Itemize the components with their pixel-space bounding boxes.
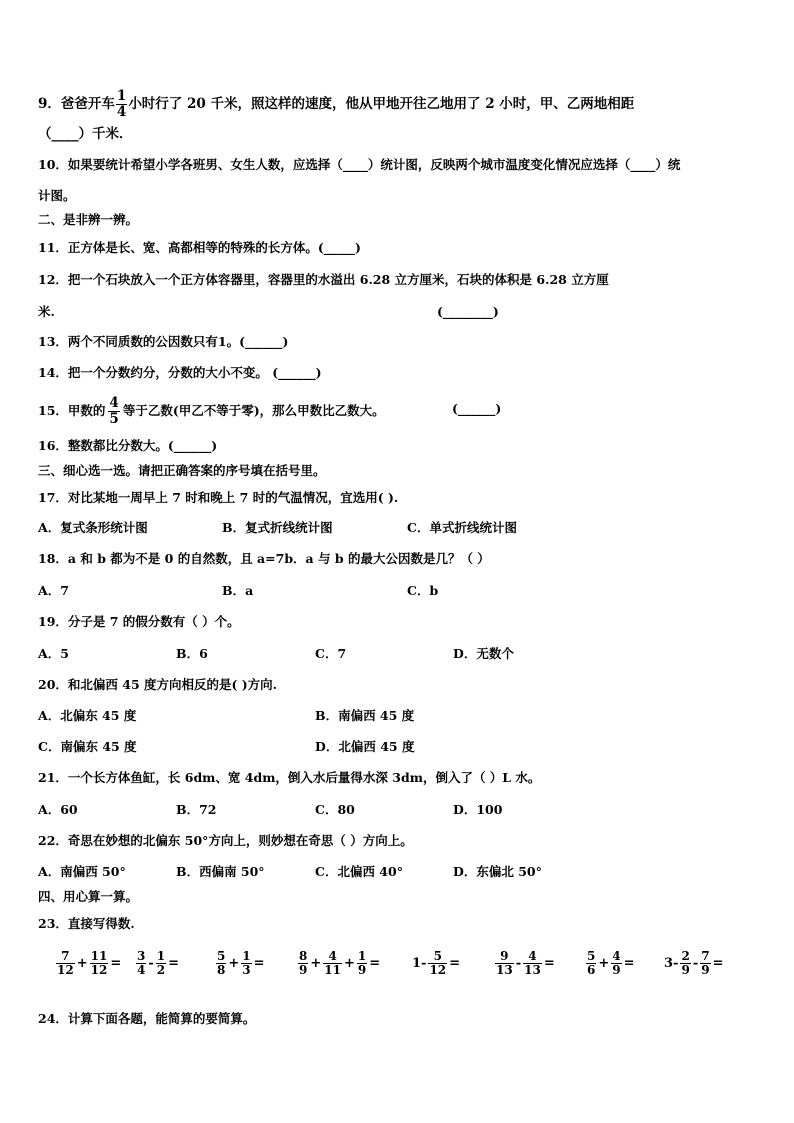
question-15-blank: (______) [452, 401, 502, 416]
q23-equals: = [369, 956, 381, 971]
q23-frac-den: 9 [681, 963, 690, 977]
q23-fraction [700, 950, 710, 977]
question-21-stem: 21．一个长方体鱼缸，长 6dm、宽 4dm，倒入水后量得水深 3dm，倒入了（ ）L 水。 [38, 770, 541, 785]
q22-option-c: C．北偏西 40° [315, 864, 403, 879]
q17-option-b: B．复式折线统计图 [222, 520, 333, 535]
q23-frac-num: 1 [242, 949, 251, 963]
q23-equals: = [712, 956, 724, 971]
q15-fraction [108, 396, 119, 427]
q23-operator: - [515, 956, 522, 971]
q23-fraction [156, 950, 166, 977]
q23-expression [55, 950, 122, 977]
q23-expression [297, 950, 381, 977]
question-12-blank: (________) [437, 304, 499, 319]
q22-option-d: D．东偏北 50° [453, 864, 542, 879]
q23-frac-den: 12 [90, 963, 108, 977]
question-20-stem: 20．和北偏西 45 度方向相反的是( )方向. [38, 677, 278, 692]
q9-fraction [116, 89, 127, 120]
q23-frac-den: 13 [524, 963, 541, 977]
q23-frac-num: 4 [328, 949, 337, 963]
q23-frac-num: 5 [587, 949, 596, 963]
q23-operator: + [343, 956, 355, 971]
q22-option-b: B．西偏南 50° [176, 864, 265, 879]
q23-expression [215, 950, 266, 977]
q9-frac-den: 4 [116, 104, 127, 120]
section-2-heading: 二、是非辨一辨。 [38, 212, 139, 227]
q23-equals: = [623, 956, 635, 971]
q17-option-c: C．单式折线统计图 [407, 520, 517, 535]
q23-frac-num: 11 [90, 949, 108, 963]
q23-fraction [216, 950, 226, 977]
q23-frac-den: 13 [496, 963, 513, 977]
q23-frac-num: 7 [61, 949, 70, 963]
question-9-line-2: （____）千米． [38, 126, 133, 142]
question-12-line-2: 米. [38, 304, 55, 319]
q19-option-c: C．7 [315, 646, 347, 661]
q21-option-c: C．80 [315, 802, 355, 817]
q23-operator: - [148, 956, 154, 971]
q23-fraction [495, 950, 514, 977]
q23-frac-num: 2 [681, 949, 690, 963]
question-17-stem: 17．对比某地一周早上 7 时和晚上 7 时的气温情况，宜选用( ). [38, 490, 399, 505]
q23-equals: = [449, 956, 461, 971]
q23-operator: + [228, 956, 240, 971]
q23-fraction [523, 950, 542, 977]
q23-fraction [298, 950, 308, 977]
q23-frac-num: 4 [528, 949, 537, 963]
q23-fraction [428, 950, 447, 977]
q19-option-d: D．无数个 [453, 646, 514, 661]
q20-option-d: D．北偏西 45 度 [315, 739, 415, 754]
question-24: 24．计算下面各题，能简算的要简算。 [38, 1011, 256, 1026]
q9-text-post: 小时行了 20 千米，照这样的速度，他从甲地开往乙地用了 2 小时，甲、乙两地相距 [128, 96, 635, 112]
q23-frac-den: 9 [701, 963, 710, 977]
question-14: 14．把一个分数约分，分数的大小不变。 (______) [38, 365, 322, 380]
q23-expression [663, 950, 724, 977]
q23-frac-den: 3 [242, 963, 251, 977]
q23-frac-num: 3 [137, 949, 146, 963]
q23-operator: - [692, 956, 699, 971]
q23-frac-den: 6 [587, 963, 596, 977]
q23-fraction [611, 950, 621, 977]
question-9-line-1 [38, 89, 634, 120]
q23-equals: = [110, 956, 122, 971]
q23-operator: 3- [664, 956, 679, 971]
question-23-stem: 23．直接写得数. [38, 916, 135, 931]
q23-frac-num: 1 [357, 949, 367, 963]
q23-fraction [357, 950, 367, 977]
q23-operator: 1- [412, 956, 427, 971]
q15-frac-num: 4 [109, 395, 119, 411]
q21-option-b: B．72 [176, 802, 217, 817]
q18-option-b: B．a [222, 583, 254, 598]
q19-option-b: B．6 [176, 646, 208, 661]
q23-expression [494, 950, 556, 977]
section-4-heading: 四、用心算一算。 [38, 889, 139, 904]
q23-fraction [90, 950, 109, 977]
q21-option-d: D．100 [453, 802, 503, 817]
q23-frac-den: 2 [156, 963, 166, 977]
question-19-stem: 19．分子是 7 的假分数有（ ）个。 [38, 614, 240, 629]
question-10-line-1: 10．如果要统计希望小学各班男、女生人数，应选择（____）统计图，反映两个城市温度变化情况应选择（____）统 [38, 157, 681, 172]
q22-option-a: A．南偏西 50° [38, 864, 126, 879]
q19-option-a: A．5 [38, 646, 69, 661]
q18-option-a: A．7 [38, 583, 69, 598]
q23-frac-num: 4 [612, 949, 621, 963]
q23-operator: + [598, 956, 610, 971]
q23-expression [135, 950, 180, 977]
q9-text-pre: 9．爸爸开车 [38, 96, 115, 112]
q23-fraction [680, 950, 690, 977]
q23-frac-num: 5 [217, 949, 226, 963]
q23-frac-num: 8 [299, 949, 308, 963]
question-12-line-1: 12．把一个石块放入一个正方体容器里，容器里的水溢出 6.28 立方厘米，石块的体积是 6.28 立方厘 [38, 272, 609, 287]
q15-text-pre: 15．甲数的 [38, 403, 106, 418]
question-11: 11．正方体是长、宽、高都相等的特殊的长方体。(_____) [38, 240, 361, 255]
q23-frac-den: 9 [357, 963, 367, 977]
q20-option-a: A．北偏东 45 度 [38, 708, 137, 723]
q15-text-post: 等于乙数(甲乙不等于零)，那么甲数比乙数大。 [122, 403, 385, 418]
q23-frac-den: 8 [217, 963, 226, 977]
question-16: 16．整数都比分数大。(______) [38, 438, 218, 453]
q23-equals: = [253, 956, 265, 971]
question-13: 13．两个不同质数的公因数只有1。(______) [38, 334, 289, 349]
q23-frac-den: 12 [57, 963, 74, 977]
q23-frac-den: 12 [429, 963, 447, 977]
q15-frac-den: 5 [109, 411, 119, 427]
q23-frac-num: 5 [433, 949, 442, 963]
q23-expression [411, 950, 461, 977]
q20-option-b: B．南偏西 45 度 [315, 708, 415, 723]
q23-operator: + [310, 956, 322, 971]
q23-operator: + [76, 956, 88, 971]
q23-frac-num: 9 [500, 949, 509, 963]
q18-option-c: C．b [407, 583, 439, 598]
section-3-heading: 三、细心选一选。请把正确答案的序号填在括号里。 [38, 463, 326, 478]
q23-equals: = [168, 956, 180, 971]
q23-frac-num: 1 [156, 949, 166, 963]
q23-fraction [56, 950, 75, 977]
q21-option-a: A．60 [38, 802, 78, 817]
q23-frac-den: 11 [324, 963, 341, 977]
q23-equals: = [543, 956, 555, 971]
question-22-stem: 22．奇思在妙想的北偏东 50°方向上，则妙想在奇思（ ）方向上。 [38, 833, 413, 848]
q23-fraction [136, 950, 146, 977]
q23-frac-den: 4 [137, 963, 146, 977]
q23-fraction [323, 950, 342, 977]
q23-expression [585, 950, 636, 977]
q9-frac-num: 1 [116, 88, 127, 104]
question-18-stem: 18．a 和 b 都为不是 0 的自然数，且 a=7b．a 与 b 的最大公因数是几？（ ） [38, 551, 490, 566]
q17-option-a: A．复式条形统计图 [38, 520, 148, 535]
q23-fraction [586, 950, 596, 977]
q20-option-c: C．南偏东 45 度 [38, 739, 137, 754]
question-15 [38, 396, 385, 427]
q23-frac-num: 7 [701, 949, 710, 963]
q23-frac-den: 9 [612, 963, 621, 977]
q23-fraction [241, 950, 251, 977]
question-10-line-2: 计图。 [38, 188, 76, 203]
q23-frac-den: 9 [299, 963, 308, 977]
